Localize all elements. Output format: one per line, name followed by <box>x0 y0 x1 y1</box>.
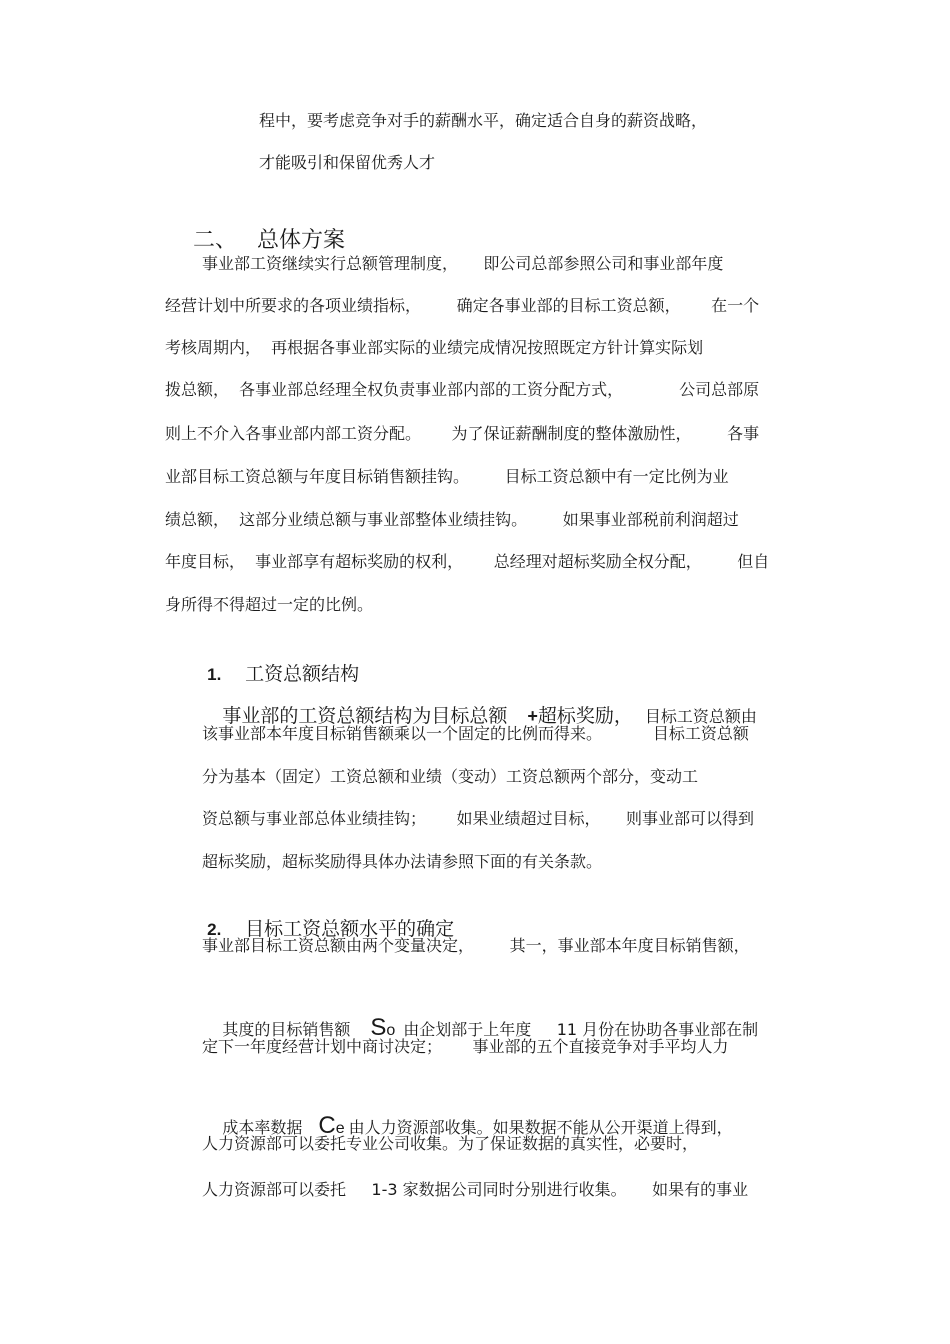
section-number: 二、 <box>192 228 237 253</box>
paragraph-line: 事业部工资继续实行总额管理制度， 即公司总部参照公司和事业部年度 <box>202 254 724 273</box>
paragraph-line: 该事业部本年度目标销售额乘以一个固定的比例而得来。 目标工资总额 <box>202 724 749 743</box>
paragraph-line: 考核周期内， 再根据各事业部实际的业绩完成情况按照既定方针计算实际划 <box>165 338 704 357</box>
paragraph-line: 超标奖励，超标奖励得具体办法请参照下面的有关条款。 <box>202 852 603 871</box>
ce-symbol: C <box>318 1112 336 1139</box>
paragraph-line: 人力资源部可以委托 1-3 家数据公司同时分别进行收集。 如果有的事业 <box>202 1180 749 1199</box>
paragraph-line: 定下一年度经营计划中商讨决定； 事业部的五个直接竞争对手平均人力 <box>202 1037 729 1056</box>
text-segment: 成本率数据 <box>222 1118 303 1137</box>
intro-line-1: 程中，要考虑竞争对手的薪酬水平，确定适合自身的薪资战略， <box>259 111 708 130</box>
section-title: 总体方案 <box>256 228 345 253</box>
paragraph-line: 事业部目标工资总额由两个变量决定， 其一，事业部本年度目标销售额， <box>202 936 750 955</box>
paragraph-line: 分为基本（固定）工资总额和业绩（变动）工资总额两个部分，变动工 <box>202 767 699 786</box>
paragraph-line: 身所得不得超过一定的比例。 <box>165 595 374 614</box>
paragraph-line: 拨总额， 各事业部总经理全权负责事业部内部的工资分配方式， 公司总部原 <box>165 380 760 399</box>
text-segment: 其度的目标销售额 <box>222 1020 351 1039</box>
subsection-2-title: 目标工资总额水平的确定 <box>245 918 455 940</box>
paragraph-line: 则上不介入各事业部内部工资分配。 为了保证薪酬制度的整体激励性， 各事 <box>165 424 760 443</box>
ce-symbol-subscript: e <box>335 1120 345 1137</box>
so-symbol-subscript: o <box>386 1022 396 1039</box>
paragraph-line: 经营计划中所要求的各项业绩指标， 确定各事业部的目标工资总额， 在一个 <box>165 296 760 315</box>
text-segment: 由人力资源部收集。如果数据不能从公开渠道上得到， <box>348 1118 733 1137</box>
ce-variable-line <box>202 1084 733 1171</box>
paragraph-line: 年度目标， 事业部享有超标奖励的权利， 总经理对超标奖励全权分配， 但自 <box>165 552 770 571</box>
subsection-1-title: 工资总额结构 <box>245 663 360 685</box>
subsection-1-number: 1. <box>207 665 222 684</box>
paragraph-line: 资总额与事业部总体业绩挂钩； 如果业绩超过目标， 则事业部可以得到 <box>202 809 754 828</box>
paragraph-line: 业部目标工资总额与年度目标销售额挂钩。 目标工资总额中有一定比例为业 <box>165 467 729 486</box>
plus-sign: + <box>527 706 538 726</box>
text-segment: 目标工资总额由 <box>644 707 757 726</box>
paragraph-line: 绩总额， 这部分业绩总额与事业部整体业绩挂钩。 如果事业部税前利润超过 <box>165 510 739 529</box>
text-segment: 事业部的工资总额结构为目标总额 <box>222 705 508 727</box>
paragraph-line: 人力资源部可以委托专业公司收集。为了保证数据的真实性，必要时， <box>202 1134 699 1153</box>
so-symbol: S <box>370 1014 387 1041</box>
text-segment: 由企划部于上年度 11 月份在协助各事业部在制 <box>403 1020 759 1039</box>
text-segment: 超标奖励， <box>537 705 633 727</box>
so-variable-line <box>202 986 758 1073</box>
subsection-2-number: 2. <box>207 920 222 939</box>
intro-line-2: 才能吸引和保留优秀人才 <box>259 153 436 172</box>
